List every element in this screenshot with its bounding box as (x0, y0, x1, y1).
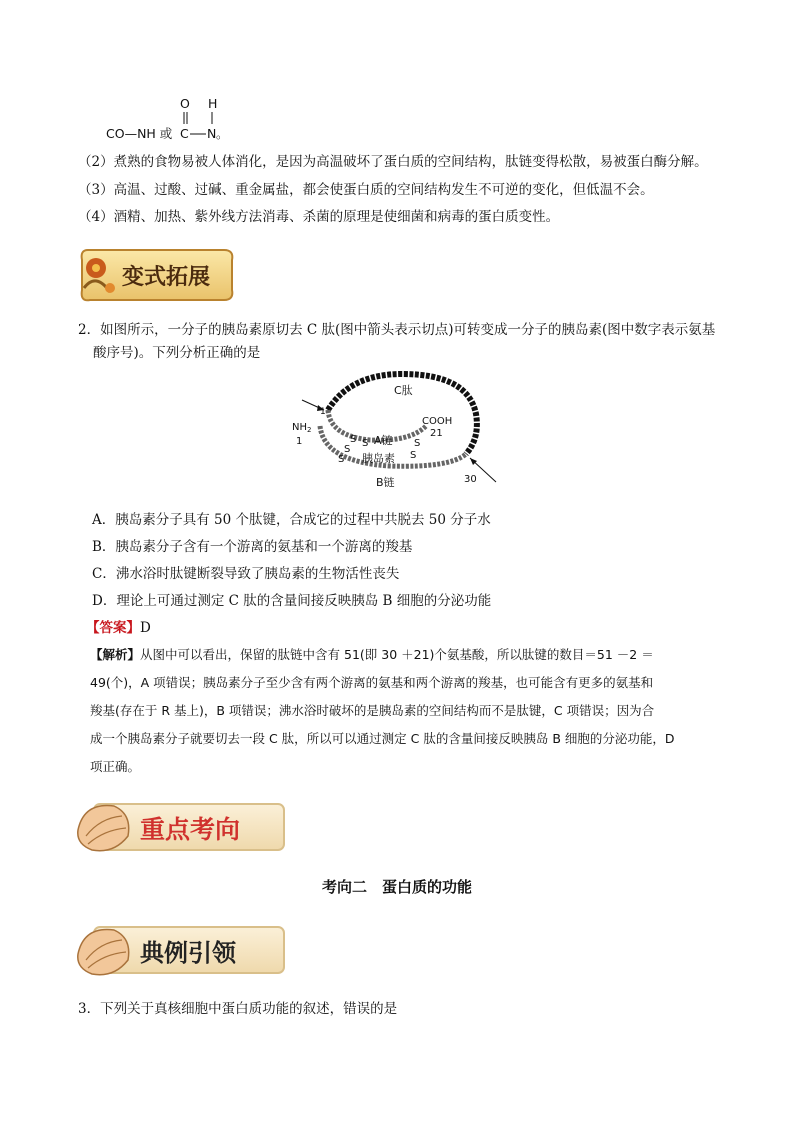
nh2-subscript: 2 (307, 426, 312, 434)
formula-h: H (208, 96, 218, 111)
q2-answer (86, 618, 151, 638)
analysis-text-1: 从图中可以看出，保留的肽链中含有 51(即 30 ＋21)个氨基酸，所以肽键的数目＝51 －2 ＝ (140, 647, 654, 662)
conch-shell-icon (78, 806, 129, 851)
analysis-line-3: 羧基(存在于 R 基上)，B 项错误；沸水浴时破坏的是胰岛素的空间结构而不是肽键，C 项错误；因为合 (90, 703, 655, 718)
section-title: 考向二 蛋白质的功能 (321, 878, 472, 896)
q2-option-c: C．沸水浴时肽键断裂导致了胰岛素的生物活性丧失 (92, 566, 400, 582)
answer-value: D (140, 620, 151, 636)
num-1-a-chain: 1 (320, 407, 326, 417)
s-label-5: S (414, 438, 421, 449)
example-banner (74, 920, 288, 980)
formula-left: CO—NH 或 (106, 126, 173, 141)
variant-banner-label: 变式拓展 (122, 264, 211, 290)
answer-label: 【答案】 (86, 620, 140, 636)
q2-option-d: D．理论上可通过测定 C 肽的含量间接反映胰岛 B 细胞的分泌功能 (92, 593, 492, 609)
b-chain-label: B链 (376, 476, 395, 489)
q2-option-a: A．胰岛素分子具有 50 个肽键，合成它的过程中共脱去 50 分子水 (92, 512, 491, 528)
cooh-label: COOH (422, 416, 453, 427)
s-label-6: S (410, 450, 417, 461)
num-21: 21 (430, 428, 443, 439)
analysis-line-4: 成一个胰岛素分子就要切去一段 C 肽，所以可以通过测定 C 肽的含量间接反映胰岛 B 细胞的分泌功能，D (90, 731, 675, 746)
num-30: 30 (464, 474, 477, 485)
peptide-bond-formula (100, 92, 240, 144)
variant-banner (74, 242, 238, 308)
conch-shell-icon (78, 930, 129, 975)
point-3: （3）高温、过酸、过碱、重金属盐，都会使蛋白质的空间结构发生不可逆的变化，但低温不会。 (78, 182, 654, 198)
q3-stem: 3．下列关于真核细胞中蛋白质功能的叙述，错误的是 (78, 1001, 398, 1017)
point-4: （4）酒精、加热、紫外线方法消毒、杀菌的原理是使细菌和病毒的蛋白质变性。 (78, 209, 560, 225)
key-direction-banner-label: 重点考向 (140, 815, 241, 844)
point-2: （2）煮熟的食物易被人体消化，是因为高温破坏了蛋白质的空间结构，肽链变得松散，易被蛋白酶分解。 (78, 154, 708, 170)
nh-text: NH (292, 422, 307, 433)
analysis-line-2: 49(个)，A 项错误；胰岛素分子至少含有两个游离的氨基和两个游离的羧基，也可能含有更多的氨基和 (90, 675, 654, 690)
analysis-label: 【解析】 (90, 647, 141, 662)
formula-end: 。 (216, 126, 229, 141)
example-banner-label: 典例引领 (140, 938, 236, 967)
analysis-line-1 (90, 645, 654, 665)
s-label-1: S (350, 434, 357, 445)
q2-option-b: B．胰岛素分子含有一个游离的氨基和一个游离的羧基 (92, 539, 413, 555)
analysis-line-5: 项正确。 (90, 759, 141, 774)
num-1-b-chain: 1 (296, 436, 303, 447)
nh2-label (292, 422, 311, 434)
formula-o: O (180, 96, 190, 111)
q2-stem-line1: 2．如图所示，一分子的胰岛素原切去 C 肽(图中箭头表示切点)可转变成一分子的胰岛素(图中数字表示氨基 (78, 322, 716, 338)
c-peptide-label: C肽 (394, 384, 413, 397)
key-direction-banner (74, 796, 288, 858)
q2-stem-line2: 酸序号)。下列分析正确的是 (93, 345, 261, 361)
formula-c: C (180, 126, 189, 141)
formula-n: N (207, 126, 217, 141)
s-label-3: S (344, 444, 351, 455)
s-label-2: S (362, 438, 369, 449)
a-chain-label: A链 (374, 434, 393, 447)
s-label-4: S (338, 454, 345, 465)
insulin-label: 胰岛素 (362, 452, 395, 465)
proinsulin-diagram (290, 370, 500, 500)
